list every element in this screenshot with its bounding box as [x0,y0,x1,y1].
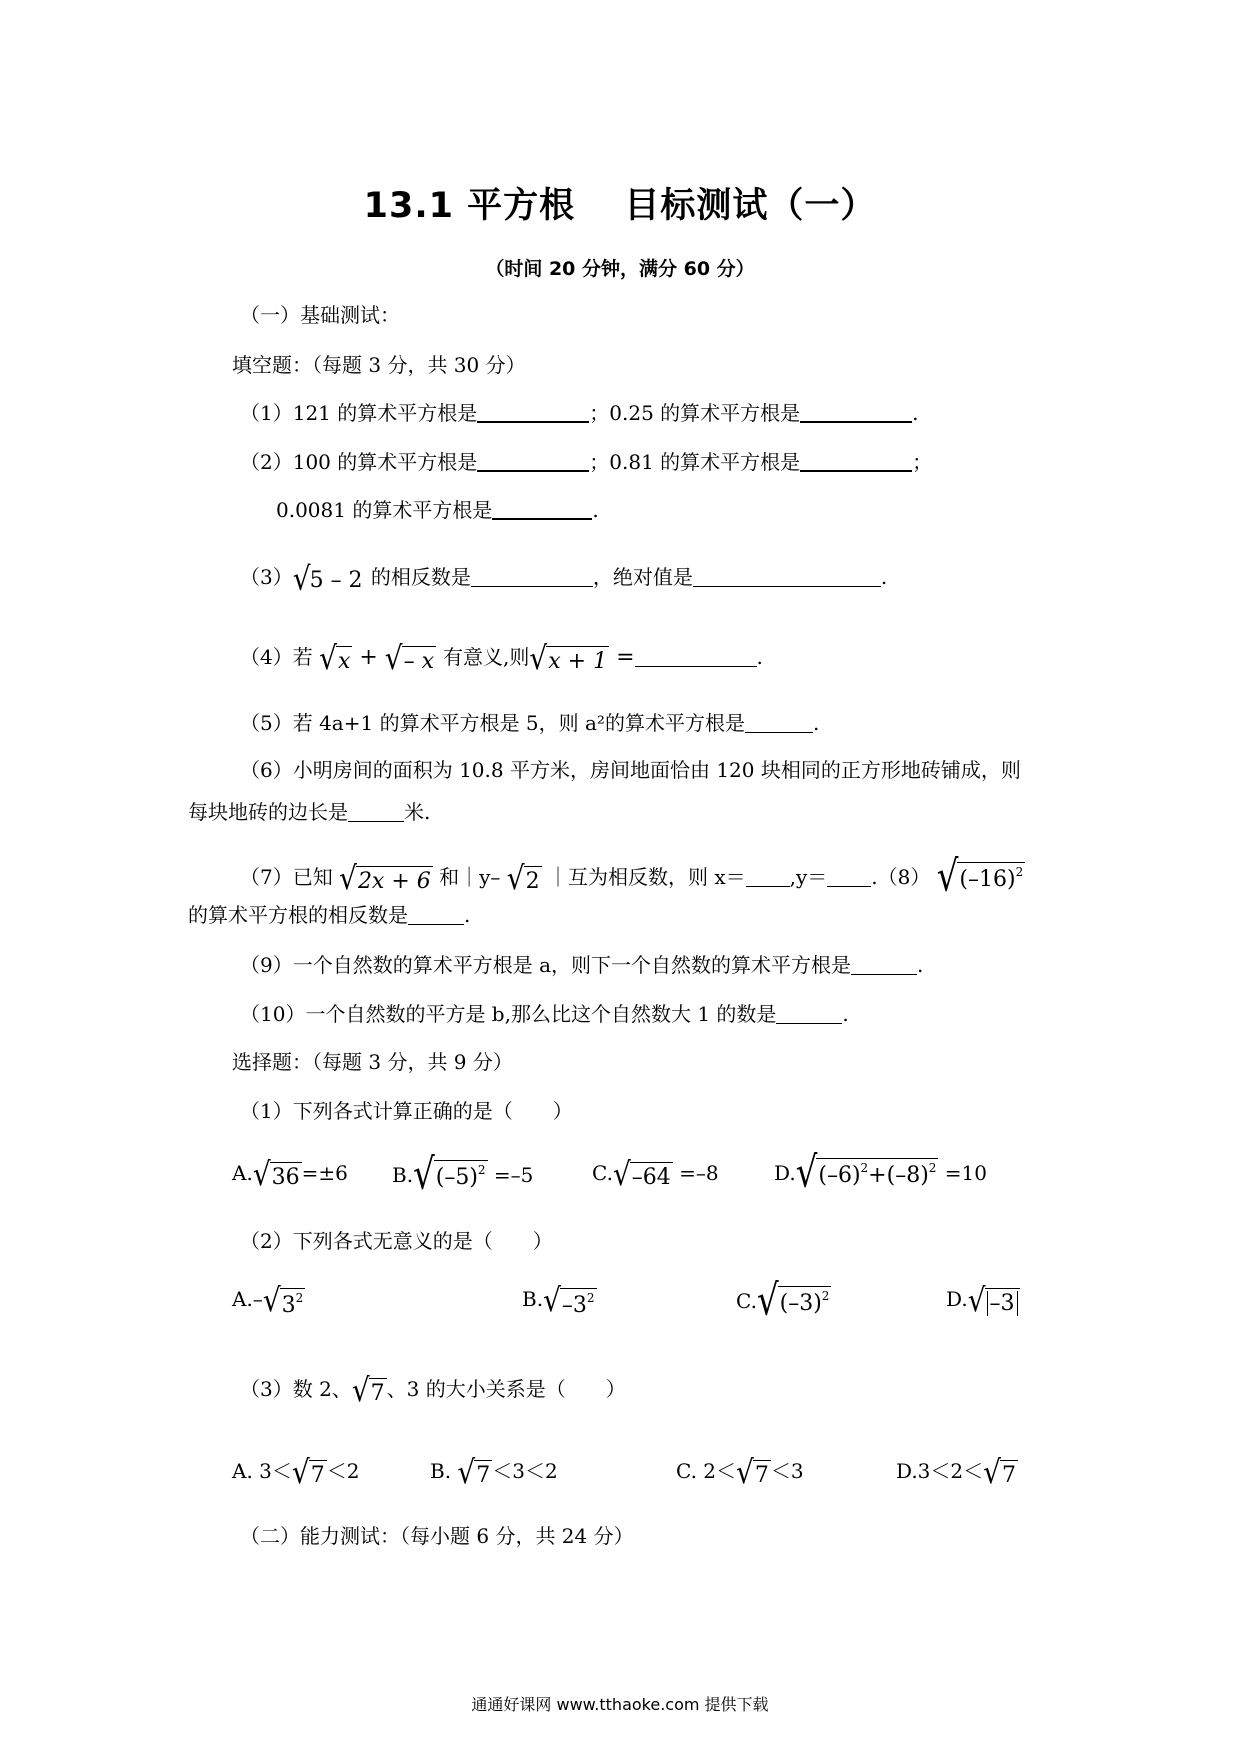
question-2-part-c: 0.0081 的算术平方根是 . [276,498,599,522]
answer-blank[interactable] [800,421,912,423]
choice-1-stem: （1）下列各式计算正确的是（ ） [240,1099,573,1123]
question-4: （4）若 √ x + √ – x 有意义,则 √ x + 1 = . [240,639,763,678]
sqrt-2x-plus-6: √ 2x + 6 [339,859,431,898]
answer-blank[interactable] [746,886,790,887]
question-3: （3） √ 5 – 2 的相反数是 ，绝对值是 . [240,559,888,598]
answer-blank[interactable] [800,470,912,472]
choice-2-stem: （2）下列各式无意义的是（ ） [240,1229,553,1253]
question-9: （9）一个自然数的算术平方根是 a，则下一个自然数的算术平方根是 . [240,953,924,977]
answer-blank[interactable] [348,821,404,822]
section1-heading: （一）基础测试： [240,303,400,327]
choice-2-option-d[interactable]: D. √ –3 [946,1288,1020,1316]
sqrt-x: √ x [319,639,351,678]
question-7: （7）已知 √ 2x + 6 和｜y– √ 2 ｜互为相反数，则 x＝ ,y＝ .（8） √ $(-16)^2$ [240,851,1024,902]
answer-blank[interactable] [745,732,813,733]
sqrt-neg-x: √ – x [384,639,435,678]
footer-credit: 通通好课网 www.tthaoke.com 提供下载 [471,1695,769,1714]
choice-3-option-b[interactable]: B. √ 7 ＜3＜2 [430,1453,558,1492]
sqrt-x-plus-1: √ x + 1 [529,639,608,678]
answer-blank[interactable] [408,924,464,925]
section2-heading: （二）能力测试：（每小题 6 分，共 24 分） [240,1524,634,1548]
answer-blank[interactable] [471,586,593,587]
answer-blank[interactable] [776,1023,842,1024]
choice-2-option-c[interactable]: C. √ $(-3)^2$ [736,1275,830,1326]
choice-1-option-c[interactable]: C. √ –64 =–8 [592,1155,719,1194]
question-8-line2: 的算术平方根的相反数是 . [188,903,471,927]
answer-blank[interactable] [693,586,881,587]
answer-blank[interactable] [477,421,589,423]
question-1: （1）121 的算术平方根是 ；0.25 的算术平方根是 . [240,401,919,425]
page-title: 13.1 平方根 目标测试（一） [363,186,877,226]
sqrt-2: √ 2 [506,859,540,898]
page-subtitle: （时间 20 分钟，满分 60 分） [485,258,755,280]
question-5: （5）若 4a+1 的算术平方根是 5，则 a²的算术平方根是 . [240,711,820,735]
question-2: （2）100 的算术平方根是 ；0.81 的算术平方根是 ； [240,450,933,474]
answer-blank[interactable] [635,666,757,667]
sqrt-neg16-squared: √ $(-16)^2$ [936,851,1024,902]
answer-blank[interactable] [492,518,592,520]
choice-1-option-a[interactable]: A. √ 36 =±6 [232,1155,348,1194]
question-6-line2: 每块地砖的边长是 米. [188,800,431,824]
choice-2-option-b[interactable]: B. √ $-3^2$ [522,1281,595,1320]
choice-3-stem: （3）数 2、 √ 7 、3 的大小关系是（ ） [240,1371,626,1410]
fill-heading: 填空题：（每题 3 分，共 30 分） [232,353,526,377]
answer-blank[interactable] [477,470,589,472]
answer-blank[interactable] [827,886,871,887]
question-10: （10）一个自然数的平方是 b,那么比这个自然数大 1 的数是 . [240,1002,849,1026]
answer-blank[interactable] [851,974,917,975]
choice-2-option-a[interactable]: A.– √ $3^2$ [232,1281,304,1320]
choice-1-option-b[interactable]: B. √ $(-5)^2$ =–5 [392,1149,534,1200]
sqrt-symbol: √ 5 – 2 [292,559,363,598]
choice-1-option-d[interactable]: D. √ $(-6)^2+(-8)^2$ =10 [774,1147,987,1198]
question-6-line1: （6）小明房间的面积为 10.8 平方米，房间地面恰由 120 块相同的正方形地砖铺成，则 [240,758,1021,782]
choice-3-option-a[interactable]: A. 3＜ √ 7 ＜2 [232,1453,360,1492]
choice-3-option-d[interactable]: D.3＜2＜ √ 7 [896,1453,1016,1492]
choice-heading: 选择题：（每题 3 分，共 9 分） [232,1050,513,1074]
choice-3-option-c[interactable]: C. 2＜ √ 7 ＜3 [676,1453,804,1492]
